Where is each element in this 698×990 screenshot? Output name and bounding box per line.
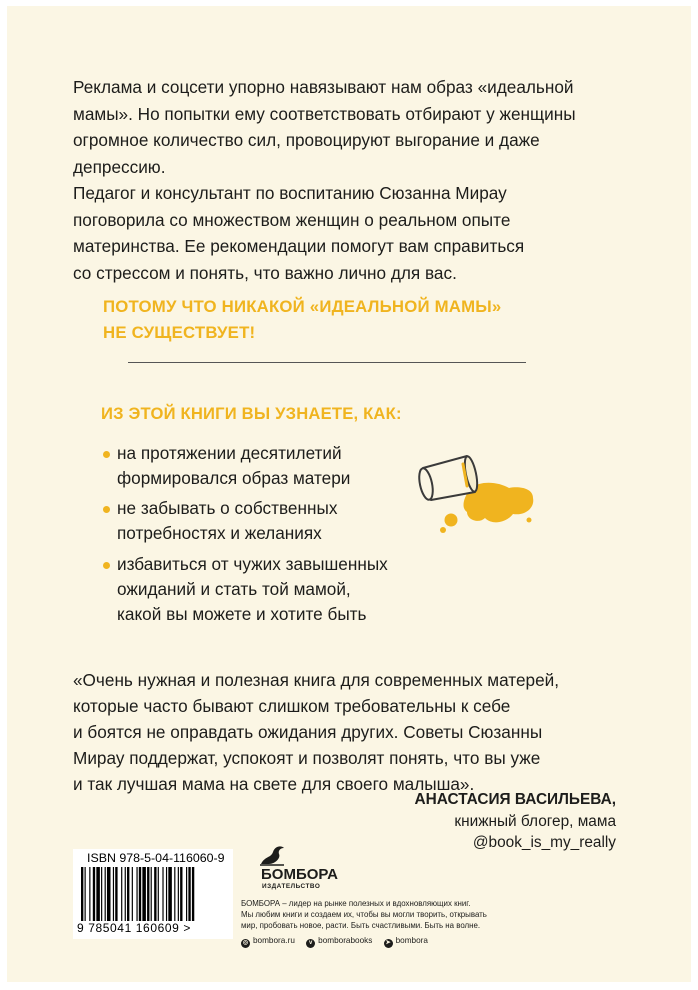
- author-handle: @book_is_my_really: [472, 834, 616, 851]
- publisher-logo: БОМБОРА: [261, 866, 338, 883]
- social-link-site[interactable]: [241, 936, 295, 948]
- vk-icon: v: [306, 939, 315, 948]
- tagline: [103, 294, 501, 346]
- divider: [128, 362, 526, 363]
- spilled-cup-illustration: [401, 442, 571, 542]
- book-back-cover: [7, 6, 691, 982]
- text-line: и так лучшая мама на свете для своего малыша».: [73, 774, 475, 794]
- publisher-logo-subtitle: ИЗДАТЕЛЬСТВО: [262, 883, 321, 890]
- social-link-vk[interactable]: [306, 936, 372, 948]
- text-line: и боятся не оправдать ожидания других. Советы Сюзанны: [73, 722, 543, 742]
- text-line: депрессию.: [73, 156, 166, 177]
- bullet-dot-icon: [103, 562, 110, 569]
- text-line: которые часто бывают слишком требовательны к себе: [73, 696, 511, 716]
- text-line: огромное количество сил, провоцируют выгорание и даже: [73, 130, 540, 150]
- text-line: не забывать о собственных: [117, 498, 338, 518]
- publisher-socials: [241, 936, 437, 948]
- text-line: потребностях и желаниях: [117, 523, 322, 543]
- globe-icon: ◎: [242, 940, 249, 946]
- text-line: БОМБОРА – лидер на рынке полезных и вдохновляющих книг.: [241, 899, 471, 908]
- text-line: на протяжении десятилетий: [117, 443, 342, 463]
- bullet-dot-icon: [103, 451, 110, 458]
- isbn-barcode: [73, 849, 233, 939]
- text-line: формировался образ матери: [117, 468, 351, 488]
- bombora-wave-icon: [259, 842, 285, 866]
- telegram-icon: ➤: [385, 940, 391, 946]
- list-item: [103, 552, 423, 627]
- text-line: поговорила со множеством женщин о реальном опыте: [73, 209, 511, 230]
- list-item: [103, 441, 423, 491]
- text-line: Реклама и соцсети упорно навязывают нам образ «идеальной: [73, 77, 574, 97]
- author-role: книжный блогер, мама: [454, 813, 616, 830]
- barcode-icon: [81, 867, 229, 921]
- text-line: Мы любим книги и создаем их, чтобы вы могли творить, открывать: [241, 910, 487, 919]
- social-label: bomborabooks: [318, 936, 373, 945]
- tagline-line: ПОТОМУ ЧТО НИКАКОЙ «ИДЕАЛЬНОЙ МАМЫ»: [103, 297, 502, 316]
- isbn-label: ISBN 978-5-04-116060-9: [87, 851, 225, 865]
- social-link-telegram[interactable]: [384, 936, 428, 948]
- text-line: какой вы можете и хотите быть: [117, 604, 367, 624]
- bullet-dot-icon: [103, 506, 110, 513]
- blurb-quote: [73, 667, 643, 797]
- text-line: ожиданий и стать той мамой,: [117, 579, 351, 599]
- social-label: bombora.ru: [253, 936, 295, 945]
- intro-paragraph-2: [73, 180, 633, 286]
- text-line: избавиться от чужих завышенных: [117, 554, 388, 574]
- list-item: [103, 496, 423, 546]
- text-line: мамы». Но попытки ему соответствовать отбирают у женщины: [73, 103, 576, 124]
- text-line: «Очень нужная и полезная книга для современных матерей,: [73, 670, 560, 690]
- barcode-digits: 9 785041 160609 >: [77, 921, 191, 935]
- tagline-line: НЕ СУЩЕСТВУЕТ!: [103, 323, 256, 342]
- intro-paragraph-1: [73, 74, 633, 180]
- learn-heading: ИЗ ЭТОЙ КНИГИ ВЫ УЗНАЕТЕ, КАК:: [101, 404, 402, 423]
- publisher-description: [241, 898, 541, 931]
- author-name: АНАСТАСИЯ ВАСИЛЬЕВА,: [414, 791, 616, 808]
- text-line: мир, пробовать новое, расти. Быть счастливыми. Быть на волне.: [241, 921, 481, 930]
- text-line: со стрессом и понять, что важно лично для вас.: [73, 262, 457, 283]
- text-line: Педагог и консультант по воспитанию Сюзанна Мирау: [73, 183, 507, 203]
- text-line: материнства. Ее рекомендации помогут вам справиться: [73, 236, 525, 256]
- social-label: bombora: [395, 936, 428, 945]
- quote-author: [415, 789, 617, 853]
- text-line: Мирау поддержат, успокоят и позволят понять, что вы уже: [73, 748, 541, 768]
